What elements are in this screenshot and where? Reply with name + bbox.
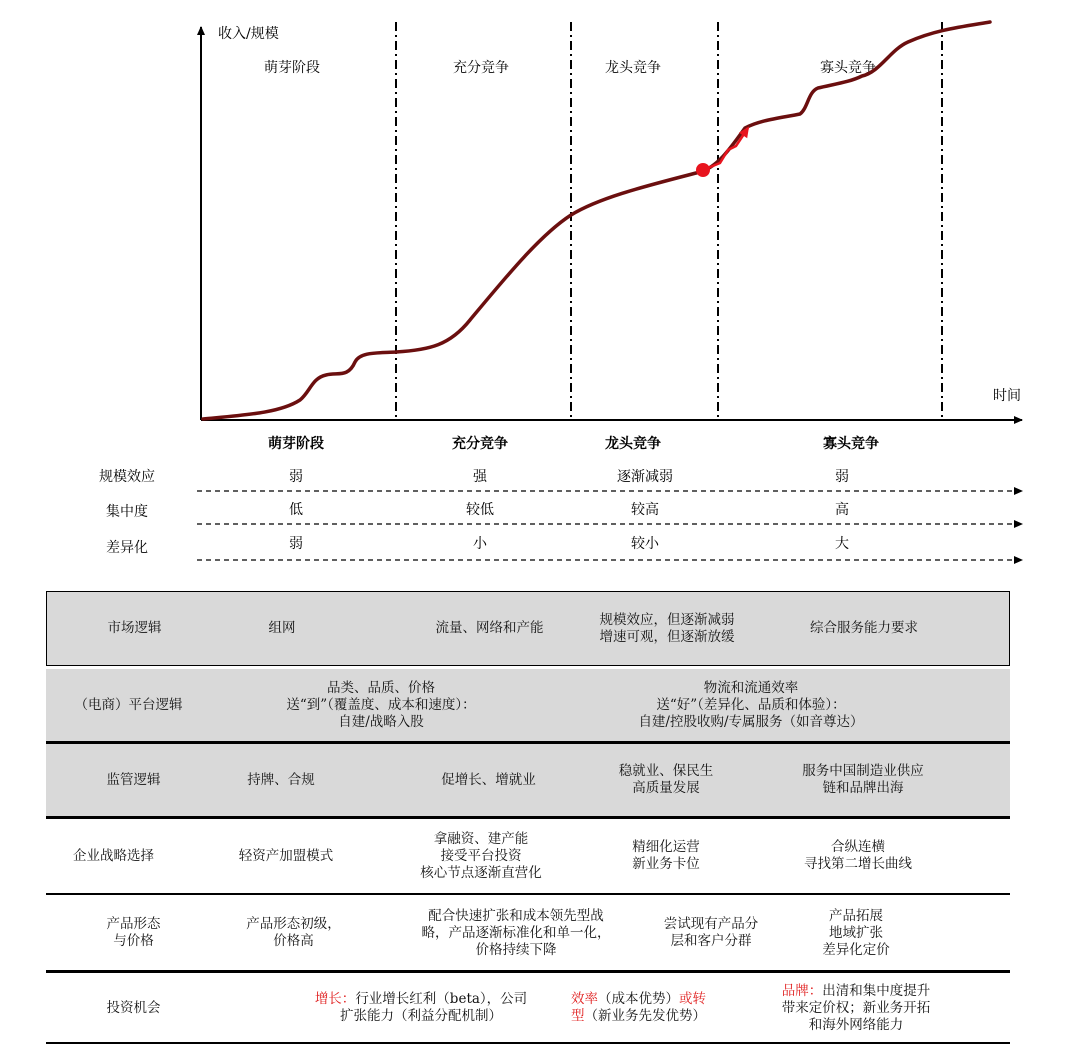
cell-text: 核心节点逐渐直营化 — [420, 864, 542, 881]
cell-text: 配合快速扩张和成本领先型战 — [428, 907, 604, 924]
stage-label-bottom-4: 寡头竞争 — [823, 436, 879, 452]
brand-text: 出清和集中度提升 — [822, 982, 931, 999]
cell-text: 产品拓展 — [829, 907, 883, 924]
cell-text: 综合服务能力要求 — [810, 620, 918, 636]
row-label — [46, 975, 221, 1041]
cell — [786, 898, 926, 968]
cell-text: 略，产品逐渐标准化和单一化， — [421, 924, 611, 941]
cell — [401, 744, 576, 816]
indicator-value: 弱 — [835, 469, 849, 485]
cell — [402, 592, 577, 665]
cell-text — [571, 1008, 706, 1025]
efficiency-text: （成本优势） — [598, 991, 679, 1007]
row-label — [46, 822, 181, 890]
cell-text: 物流和流通效率 — [703, 679, 799, 696]
cell-text: 品类、品质、价格 — [327, 679, 435, 696]
stage-label-bottom-3: 龙头竞争 — [605, 436, 661, 452]
indicator-value: 逐渐减弱 — [617, 469, 673, 485]
cell — [758, 744, 968, 816]
cell-text: 精细化运营 — [632, 839, 700, 855]
brand-key: 品牌： — [781, 982, 823, 999]
cell-text: 新业务卡位 — [632, 856, 700, 872]
stage-label-bottom-2: 充分竞争 — [452, 436, 508, 452]
cell-text: 寻找第二增长曲线 — [804, 856, 912, 872]
cell-text: 高质量发展 — [632, 780, 700, 796]
cell-text: 尝试现有产品分 — [663, 916, 759, 932]
row-label-text: （电商）平台逻辑 — [74, 696, 183, 713]
row-platform-logic — [46, 669, 1010, 741]
cell-text: 扩张能力（利益分配机制） — [340, 1008, 502, 1024]
cell-text: 价格持续下降 — [475, 941, 557, 958]
indicator-value: 大 — [835, 536, 849, 552]
cell-text — [571, 991, 706, 1008]
cell — [211, 898, 376, 968]
indicator-value: 较高 — [631, 502, 659, 518]
cell-text: 自建/战略入股 — [338, 713, 424, 730]
cell-growth — [271, 975, 571, 1041]
cell-text: 组网 — [268, 620, 296, 636]
cell-text: 产品形态初级， — [246, 916, 341, 932]
indicator-label-concentration: 集中度 — [106, 504, 148, 520]
cell-text: 地域扩张 — [829, 924, 883, 941]
row-divider — [46, 816, 1010, 819]
cell-text: 送“好”（差异化、品质和体验）： — [656, 696, 846, 713]
stage-label-top-4: 寡头竞争 — [820, 60, 876, 76]
row-product — [46, 898, 1010, 968]
cell — [216, 669, 546, 741]
cell-text: 规模效应，但逐渐减弱 — [599, 611, 735, 628]
cell-brand — [756, 975, 956, 1041]
row-investment — [46, 975, 1010, 1041]
row-divider — [46, 1042, 1010, 1044]
cell — [206, 822, 366, 890]
cell-text: 链和品牌出海 — [822, 780, 904, 796]
cell — [386, 822, 576, 890]
cell-text: 层和客户分群 — [670, 933, 752, 949]
efficiency-or: 或转 — [679, 991, 706, 1007]
indicator-value: 强 — [473, 469, 487, 485]
indicator-value: 高 — [835, 502, 849, 518]
efficiency-key: 效率 — [571, 991, 598, 1007]
row-label-text: 投资机会 — [106, 999, 161, 1016]
cell-text: 促增长、增就业 — [441, 771, 536, 788]
stage-label-top-2: 充分竞争 — [453, 60, 509, 76]
cell-efficiency — [571, 975, 751, 1041]
x-axis-label: 时间 — [993, 388, 1021, 404]
row-strategy — [46, 822, 1010, 890]
cell-text: 持牌、合规 — [247, 771, 315, 788]
cell-text: 接受平台投资 — [440, 847, 522, 864]
indicator-label-differentiation: 差异化 — [106, 540, 148, 556]
indicator-value: 较低 — [466, 502, 494, 518]
transform-key: 型 — [571, 1008, 585, 1024]
row-label-text: 监管逻辑 — [106, 771, 161, 788]
row-divider — [46, 970, 1010, 973]
cell — [212, 592, 352, 665]
row-label-text: 产品形态 — [106, 916, 161, 932]
cell-text: 带来定价权；新业务开拓 — [781, 999, 931, 1016]
row-label-text: 与价格 — [113, 933, 154, 949]
cell — [211, 744, 351, 816]
cell-text: 稳就业、保民生 — [618, 763, 714, 779]
cell-text: 自建/控股收购/专属服务（如音尊达） — [638, 713, 864, 730]
cell — [567, 592, 767, 665]
indicator-value: 较小 — [631, 536, 659, 552]
cell-text: 和海外网络能力 — [808, 1016, 904, 1033]
cell-text: 价格高 — [273, 933, 314, 949]
stage-label-bottom-1: 萌芽阶段 — [268, 436, 324, 452]
row-divider — [46, 893, 1010, 895]
growth-text: 行业增长红利（beta），公司 — [355, 991, 528, 1007]
stage-label-top-1: 萌芽阶段 — [264, 60, 320, 76]
cell-text: 增速可观，但逐渐放缓 — [599, 628, 735, 645]
indicator-value: 弱 — [289, 536, 303, 552]
growth-curve — [203, 22, 990, 419]
cell — [759, 592, 969, 665]
cell — [576, 822, 756, 890]
transition-dot — [696, 163, 710, 177]
cell-text — [782, 983, 931, 1000]
transform-text: （新业务先发优势） — [584, 1008, 706, 1024]
cell-text: 轻资产加盟模式 — [238, 847, 334, 864]
cell-text: 拿融资、建产能 — [433, 830, 529, 847]
row-market-logic — [46, 591, 1010, 666]
growth-key: 增长： — [314, 991, 356, 1007]
cell — [566, 744, 766, 816]
indicator-value: 弱 — [289, 469, 303, 485]
row-label — [46, 898, 221, 968]
cell — [758, 822, 958, 890]
y-axis-label: 收入/规模 — [218, 26, 279, 42]
cell — [636, 898, 786, 968]
cell — [401, 898, 631, 968]
cell-text: 合纵连横 — [831, 839, 885, 855]
row-label-text: 企业战略选择 — [73, 847, 154, 864]
indicator-label-scale: 规模效应 — [99, 469, 155, 485]
row-regulation-logic — [46, 744, 1010, 816]
stage-label-top-3: 龙头竞争 — [605, 60, 661, 76]
cell-text — [315, 991, 527, 1008]
row-label — [47, 592, 222, 665]
row-label — [46, 669, 211, 741]
cell-text: 送“到”（覆盖度、成本和速度）： — [286, 696, 476, 713]
cell-text: 服务中国制造业供应 — [802, 763, 924, 779]
row-label — [46, 744, 221, 816]
cell — [586, 669, 916, 741]
cell-text: 流量、网络和产能 — [435, 620, 544, 636]
cell-text: 差异化定价 — [822, 941, 890, 958]
row-label-text: 市场逻辑 — [107, 620, 162, 636]
indicator-value: 低 — [289, 502, 303, 518]
indicator-value: 小 — [473, 536, 487, 552]
